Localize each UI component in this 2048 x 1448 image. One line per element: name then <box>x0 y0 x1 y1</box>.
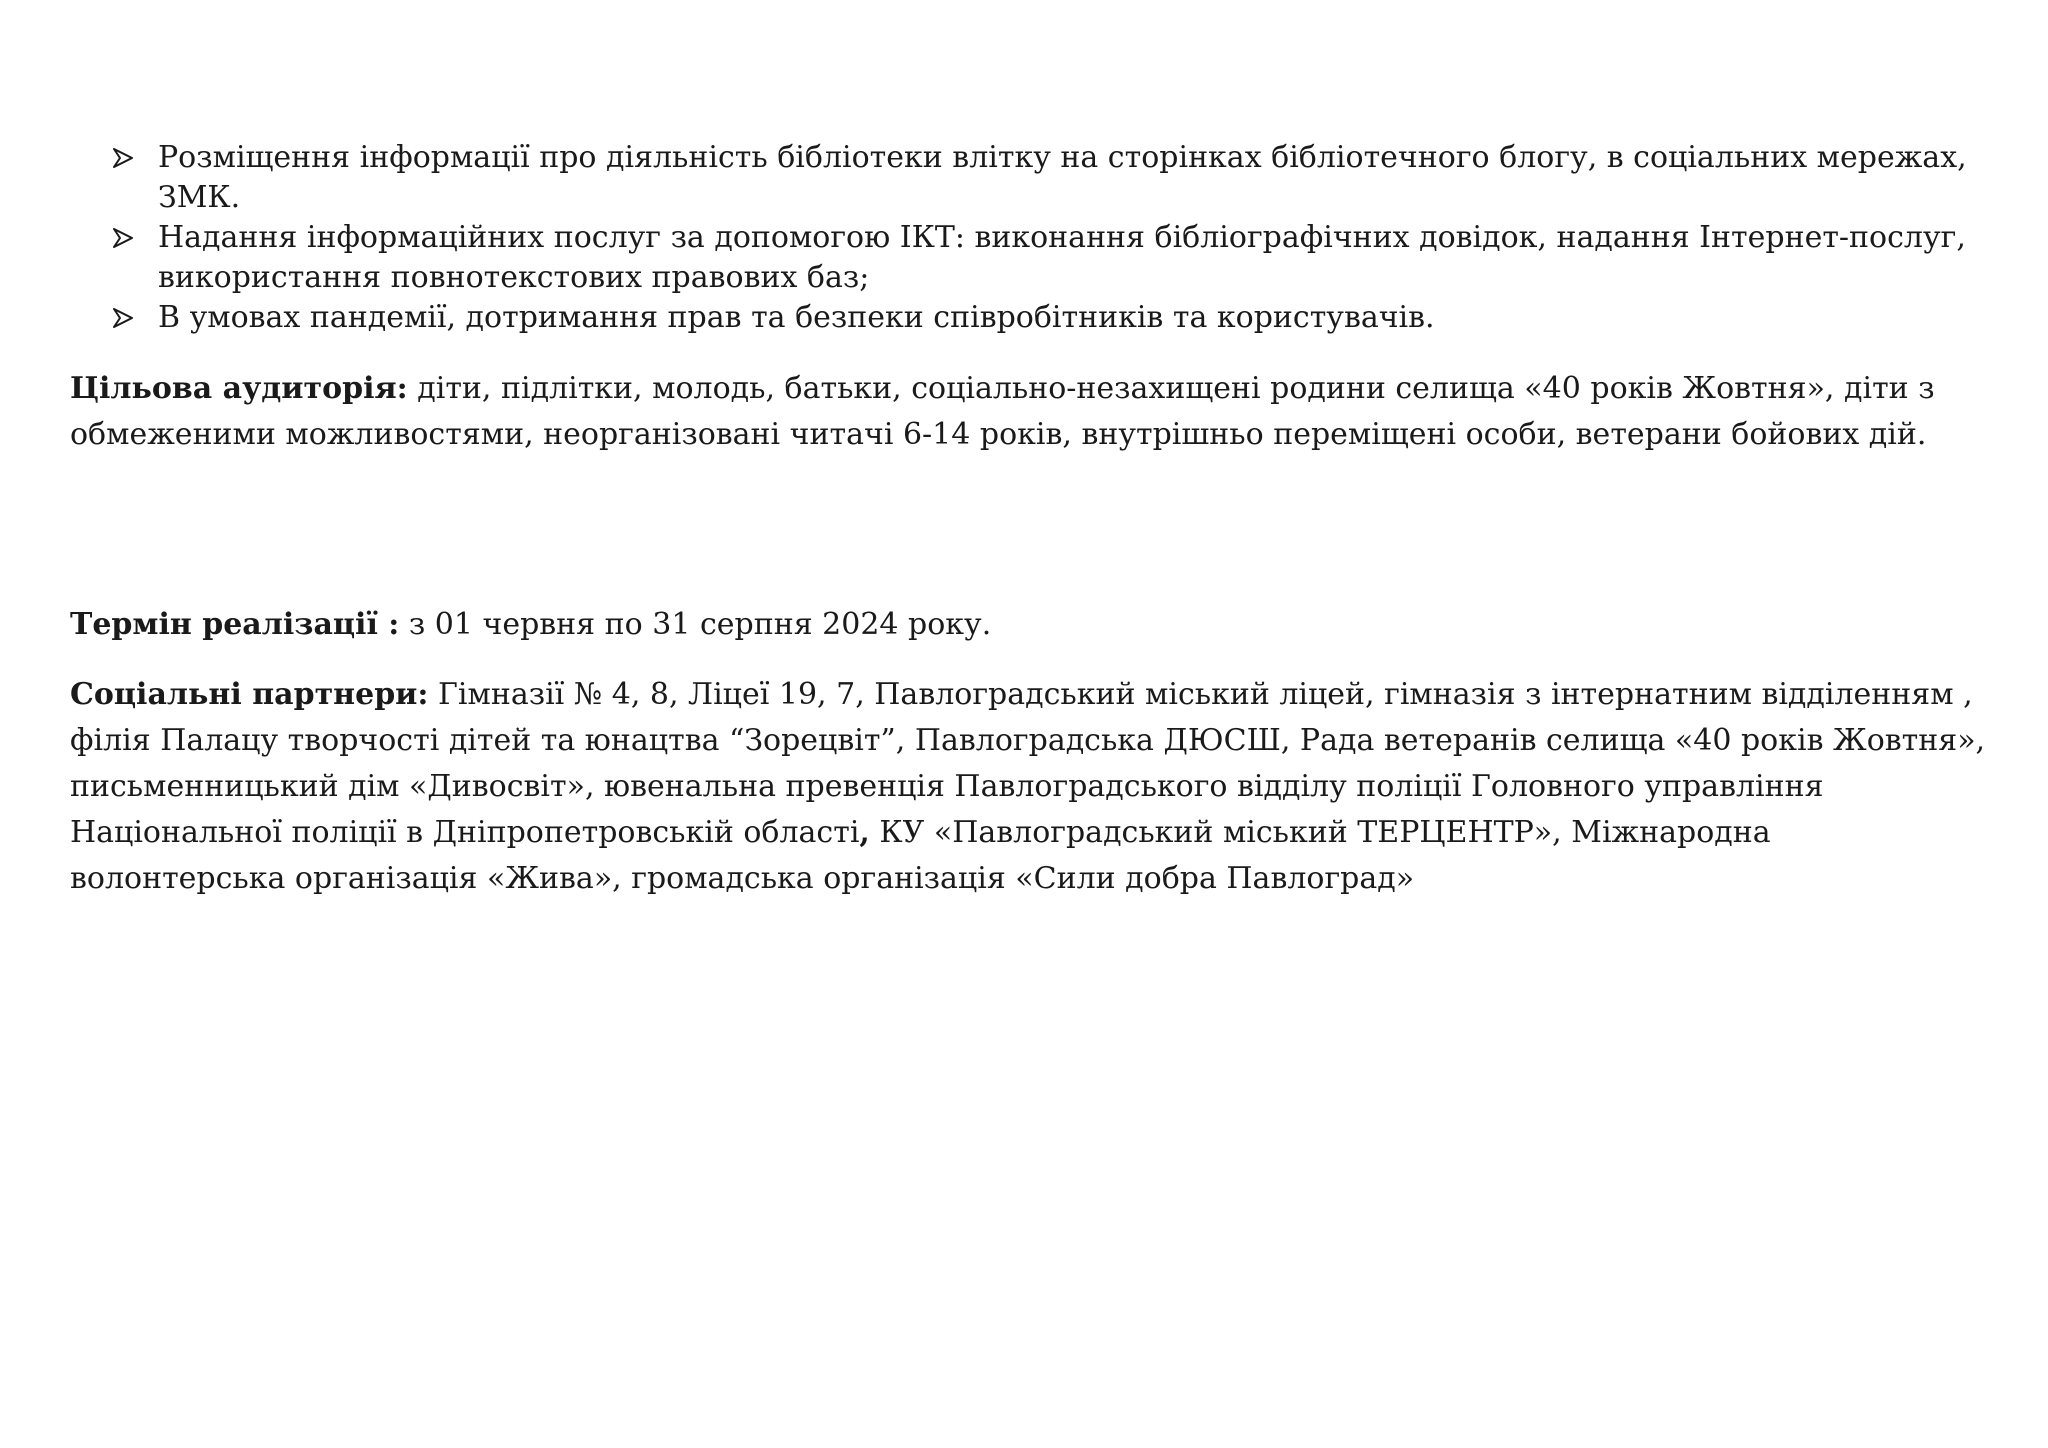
social-partners-label: Соціальні партнери: <box>70 677 429 712</box>
implementation-term-paragraph <box>70 602 1990 648</box>
social-partners-comma: , <box>859 815 870 850</box>
target-audience-text: діти, підлітки, молодь, батьки, соціально-незахищені родини селища «40 років Жовтня», діти з обмеженими можливостями, неорганізовані читачі 6-14 років, внутрішньо переміщені особи, ветерани бойових дій. <box>70 371 1935 452</box>
list-item <box>112 218 1992 298</box>
implementation-term-label: Термін реалізації : <box>70 607 400 642</box>
bullet-text: Надання інформаційних послуг за допомогою ІКТ: виконання бібліографічних довідок, надання Інтернет-послуг, використання повнотекстових правових баз; <box>158 220 1966 295</box>
arrow-bullet-icon <box>112 298 142 338</box>
implementation-term-text: з 01 червня по 31 серпня 2024 року. <box>399 607 992 642</box>
bullet-list <box>112 138 1992 338</box>
target-audience-label: Цільова аудиторія: <box>70 371 408 406</box>
bullet-text: В умовах пандемії, дотримання прав та безпеки співробітників та користувачів. <box>158 300 1435 335</box>
arrow-bullet-icon <box>112 218 142 258</box>
list-item <box>112 138 1992 218</box>
arrow-bullet-icon <box>112 138 142 178</box>
list-item <box>112 298 1992 338</box>
target-audience-paragraph <box>70 366 1990 458</box>
social-partners-text-rest: КУ «Павлоградський міський ТЕРЦЕНТР», Міжнародна волонтерська організація «Жива», громадська організація «Сили добра Павлоград» <box>70 815 1771 896</box>
social-partners-paragraph <box>70 672 1990 902</box>
bullet-text: Розміщення інформації про діяльність бібліотеки влітку на сторінках бібліотечного блогу, в соціальних мережах, ЗМК. <box>158 140 1967 215</box>
social-partners-text: Гімназії № 4, 8, Ліцеї 19, 7, Павлоградський міський ліцей, гімназія з інтернатним відділенням , філія Палацу творчості дітей та юнацтва “Зорецвіт”, Павлоградська ДЮСШ, Рада ветеранів селища «40 років Жовтня», письменницький дім «Дивосвіт», ювенальна превенція Павлоградського відділу поліції Головного управління Національної поліції в Дніпропетровській області <box>70 677 1986 850</box>
